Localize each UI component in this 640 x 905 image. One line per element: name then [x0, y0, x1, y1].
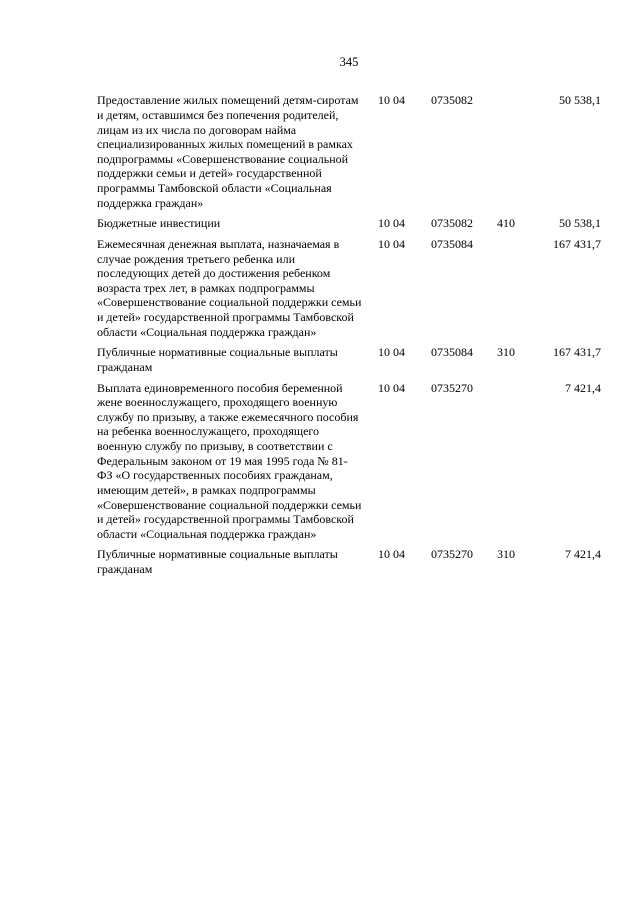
page-content [97, 55, 601, 583]
table-row [97, 93, 601, 210]
amount: 167 431,7 [553, 236, 601, 251]
target-article-code: 0735082 [431, 93, 473, 108]
row-description: Бюджетные инвестиции [97, 216, 221, 231]
row-description: Выплата единовременного пособия беременной жене военнослужащего, проходящего военную службу по призыву, а также ежемесячного пособия на ребенка военнослужащего, проходящего военную службу по призыву, в соответствии с Федеральным законом от 19 мая 1995 года № 81-ФЗ «О государственных пособиях гражданам, имеющим детей», в рамках подпрограммы «Совершенствование социальной поддержки семьи и детей» государственной программы Тамбовской области «Социальная поддержка граждан» [97, 380, 362, 541]
target-article-code: 0735270 [431, 547, 473, 562]
expense-type-code: 310 [497, 345, 515, 360]
table-row [97, 547, 601, 576]
table-row [97, 216, 601, 231]
amount: 50 538,1 [559, 93, 601, 108]
section-code: 10 04 [378, 547, 405, 562]
target-article-code: 0735084 [431, 345, 473, 360]
row-description: Публичные нормативные социальные выплаты гражданам [97, 547, 338, 576]
budget-table [97, 93, 601, 576]
table-row [97, 345, 601, 374]
amount: 7 421,4 [565, 380, 601, 395]
section-code: 10 04 [378, 236, 405, 251]
section-code: 10 04 [378, 216, 405, 231]
target-article-code: 0735084 [431, 236, 473, 251]
target-article-code: 0735270 [431, 380, 473, 395]
section-code: 10 04 [378, 380, 405, 395]
row-description: Предоставление жилых помещений детям-сиротам и детям, оставшимся без попечения родителей, лицам из их числа по договорам найма специализированных жилых помещений в рамках подпрограммы «Совершенствование социальной поддержки семьи и детей» государственной программы Тамбовской области «Социальная поддержка граждан» [97, 93, 359, 210]
row-description: Ежемесячная денежная выплата, назначаемая в случае рождения третьего ребенка или последующих детей до достижения ребенком возраста трех лет, в рамках подпрограммы «Совершенствование социальной поддержки семьи и детей» государственной программы Тамбовской области «Социальная поддержка граждан» [97, 236, 362, 339]
expense-type-code: 410 [497, 216, 515, 231]
section-code: 10 04 [378, 345, 405, 360]
amount: 167 431,7 [553, 345, 601, 360]
amount: 50 538,1 [559, 216, 601, 231]
amount: 7 421,4 [565, 547, 601, 562]
table-row [97, 237, 601, 339]
section-code: 10 04 [378, 93, 405, 108]
table-row [97, 381, 601, 542]
row-description: Публичные нормативные социальные выплаты гражданам [97, 345, 338, 374]
page-number: 345 [339, 55, 359, 69]
expense-type-code: 310 [497, 547, 515, 562]
target-article-code: 0735082 [431, 216, 473, 231]
